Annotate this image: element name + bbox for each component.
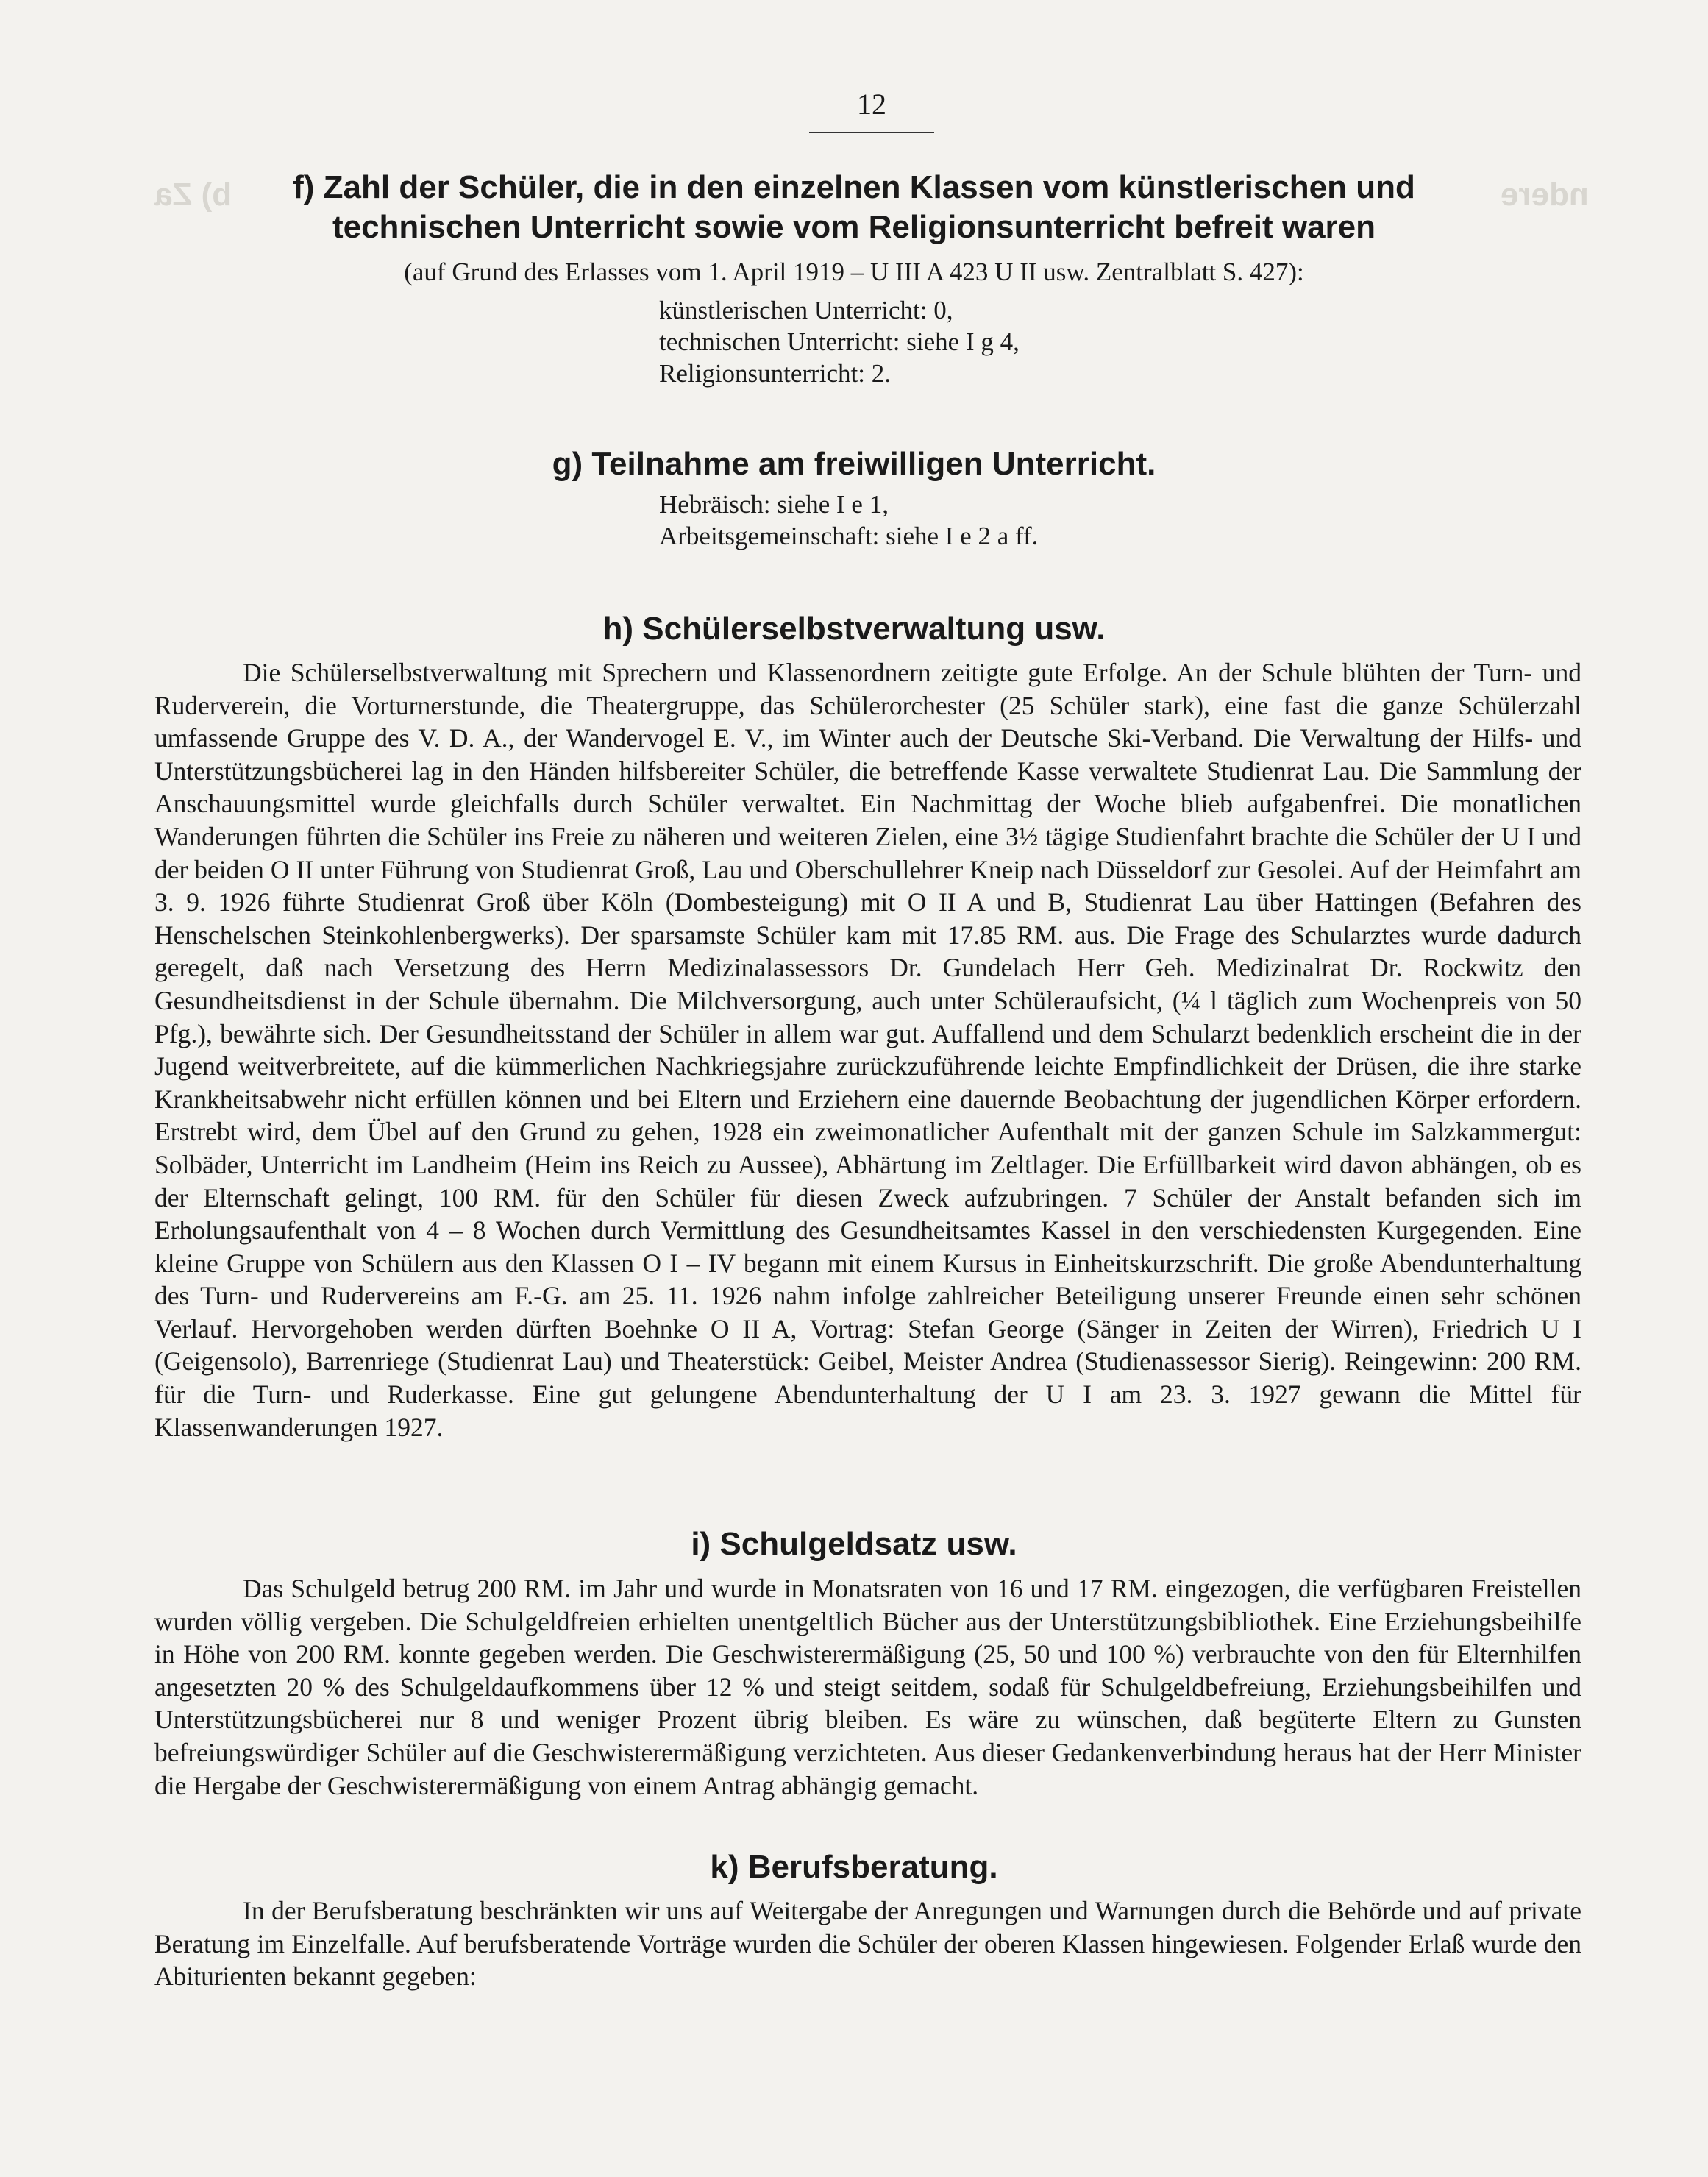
- voluntary-workgroup: Arbeitsgemeinschaft: siehe I e 2 a ff.: [659, 522, 1039, 550]
- page-number: 12: [809, 87, 934, 133]
- voluntary-hebrew: Hebräisch: siehe I e 1,: [659, 490, 889, 519]
- section-h-text: Die Schülerselbstverwaltung mit Sprechern und Klassenordnern zeitigte gute Erfolge. An der Schule blühten der Turn- und Ruderverein, die Vorturnerstunde, die Theatergruppe, das Schülerorchester (25 Schüler stark), eine fast die ganze Schülerzahl umfassende Gruppe des V. D. A., der Wandervogel E. V., im Winter auch der Deutsche Ski-Verband. Die Verwaltung der Hilfs- und Unterstützungsbücherei lag in den Händen hilfsbereiter Schüler, die betreffende Kasse verwaltete Studienrat Lau. Die Sammlung der Anschauungsmittel wurde gleichfalls durch Schüler verwaltet. Ein Nachmittag der Woche blieb aufgabenfrei. Die monatlichen Wanderungen führten die Schüler ins Freie zu näheren und weiteren Zielen, eine 3½ tägige Studienfahrt brachte die Schüler der U I und der beiden O II unter Führung von Studienrat Groß, Lau und Oberschullehrer Kneip nach Düsseldorf zur Gesolei. Auf der Heimfahrt am 3. 9. 1926 führte Studienrat Groß über Köln (Dombesteigung) mit O II A und B, Studienrat Lau über Hattingen (Befahren des Henschelschen Steinkohlenbergwerks). Der sparsamste Schüler kam mit 17.85 RM. aus. Die Frage des Schularztes wurde dadurch geregelt, daß nach Versetzung des Herrn Medizinalassessors Dr. Gundelach Herr Geh. Medizinalrat Dr. Rockwitz den Gesundheitsdienst in der Schule übernahm. Die Milchversorgung, auch unter Schüleraufsicht, (¼ l täglich zum Wochenpreis von 50 Pfg.), bewährte sich. Der Gesundheitsstand der Schüler in allem war gut. Auffallend und dem Schularzt bedenklich erscheint die in der Jugend weitverbreitete, auf die kümmerlichen Nachkriegsjahre zurückzuführende leichte Empfindlichkeit der Drüsen, die ihre starke Krankheitsabwehr nicht erfüllen können und bei Eltern und Erziehern eine dauernde Beobachtung der jugendlichen Körper erfordern. Erstrebt wird, dem Übel auf den Grund zu gehen, 1928 ein zweimonatlicher Aufenthalt mit der ganzen Schule im Salzkammergut: Solbäder, Unterricht im Landheim (Heim ins Reich zu Aussee), Abhärtung im Zeltlager. Die Erfüllbarkeit wird davon abhängen, ob es der Elternschaft gelingt, 100 RM. für den Schüler für diesen Zweck aufzubringen. 7 Schüler der Anstalt befanden sich im Erholungsaufenthalt von 4 – 8 Wochen durch Vermittlung des Gesundheitsamtes Kassel in den verschiedensten Kurgegenden. Eine kleine Gruppe von Schülern aus den Klassen O I – IV begann mit einem Kursus in Einheitskurzschrift. Die große Abendunterhaltung des Turn- und Rudervereins am F.-G. am 25. 11. 1926 nahm infolge zahlreicher Beteiligung unserer Freunde einen sehr schönen Verlauf. Hervorgehoben werden dürften Boehnke O II A, Vortrag: Stefan George (Sänger in Zeiten der Wirren), Friedrich U I (Geigensolo), Barrenriege (Studienrat Lau) und Theaterstück: Geibel, Meister Andrea (Studienassessor Sierig). Reingewinn: 200 RM. für die Turn- und Ruderkasse. Eine gut gelungene Abendunterhaltung der U I am 23. 3. 1927 gewann die Mittel für Klassenwanderungen 1927.: [154, 658, 1581, 1442]
- section-f-decree-note: (auf Grund des Erlasses vom 1. April 1919 – U III A 423 U II usw. Zentralblatt S. 427):: [404, 258, 1304, 286]
- section-f-heading-line-2: technischen Unterricht sowie vom Religionsunterricht befreit waren: [332, 209, 1376, 245]
- section-g-list: [659, 489, 1038, 552]
- section-g-heading: g) Teilnahme am freiwilligen Unterricht.: [552, 446, 1156, 482]
- section-f-exemption-list: [659, 294, 1020, 389]
- exemption-art: künstlerischen Unterricht: 0,: [659, 296, 953, 324]
- section-f-heading-line-1: f) Zahl der Schüler, die in den einzelnen Klassen vom künstlerischen und: [293, 169, 1415, 205]
- section-h-paragraph: [154, 656, 1581, 1443]
- exemption-religion: Religionsunterricht: 2.: [659, 359, 891, 388]
- section-h-heading: h) Schülerselbstverwaltung usw.: [602, 611, 1106, 647]
- section-k-paragraph: [154, 1894, 1581, 1993]
- show-through-right: ndere: [1501, 177, 1589, 213]
- section-i-paragraph: [154, 1572, 1581, 1802]
- show-through-left: b) Za: [154, 177, 232, 213]
- section-f-heading: [0, 168, 1708, 247]
- section-k-heading: k) Berufsberatung.: [710, 1849, 998, 1885]
- exemption-technical: technischen Unterricht: siehe I g 4,: [659, 327, 1020, 356]
- section-i-text: Das Schulgeld betrug 200 RM. im Jahr und wurde in Monatsraten von 16 und 17 RM. eingezogen, die verfügbaren Freistellen wurden völlig vergeben. Die Schulgeldfreien erhielten unentgeltlich Bücher aus der Unterstützungsbibliothek. Eine Erziehungsbeihilfe in Höhe von 200 RM. konnte gegeben werden. Die Geschwisterermäßigung (25, 50 und 100 %) verbrauchte von den für Elternhilfen angesetzten 20 % des Schulgeldaufkommens über 12 % und steigt seitdem, sodaß für Schulgeldbefreiung, Erziehungsbeihilfen und Unterstützungsbücherei nur 8 und weniger Prozent übrig bleiben. Es wäre zu wünschen, daß begüterte Eltern zu Gunsten befreiungswürdiger Schüler auf die Geschwisterermäßigung verzichteten. Aus dieser Gedankenverbindung heraus hat der Herr Minister die Hergabe der Geschwisterermäßigung von einem Antrag abhängig gemacht.: [154, 1574, 1581, 1800]
- section-k-text: In der Berufsberatung beschränkten wir uns auf Weitergabe der Anregungen und Warnungen durch die Behörde und auf private Beratung im Einzelfalle. Auf berufsberatende Vorträge wurden die Schüler der oberen Klassen hingewiesen. Folgender Erlaß wurde den Abiturienten bekannt gegeben:: [154, 1896, 1581, 1992]
- section-i-heading: i) Schulgeldsatz usw.: [691, 1526, 1017, 1562]
